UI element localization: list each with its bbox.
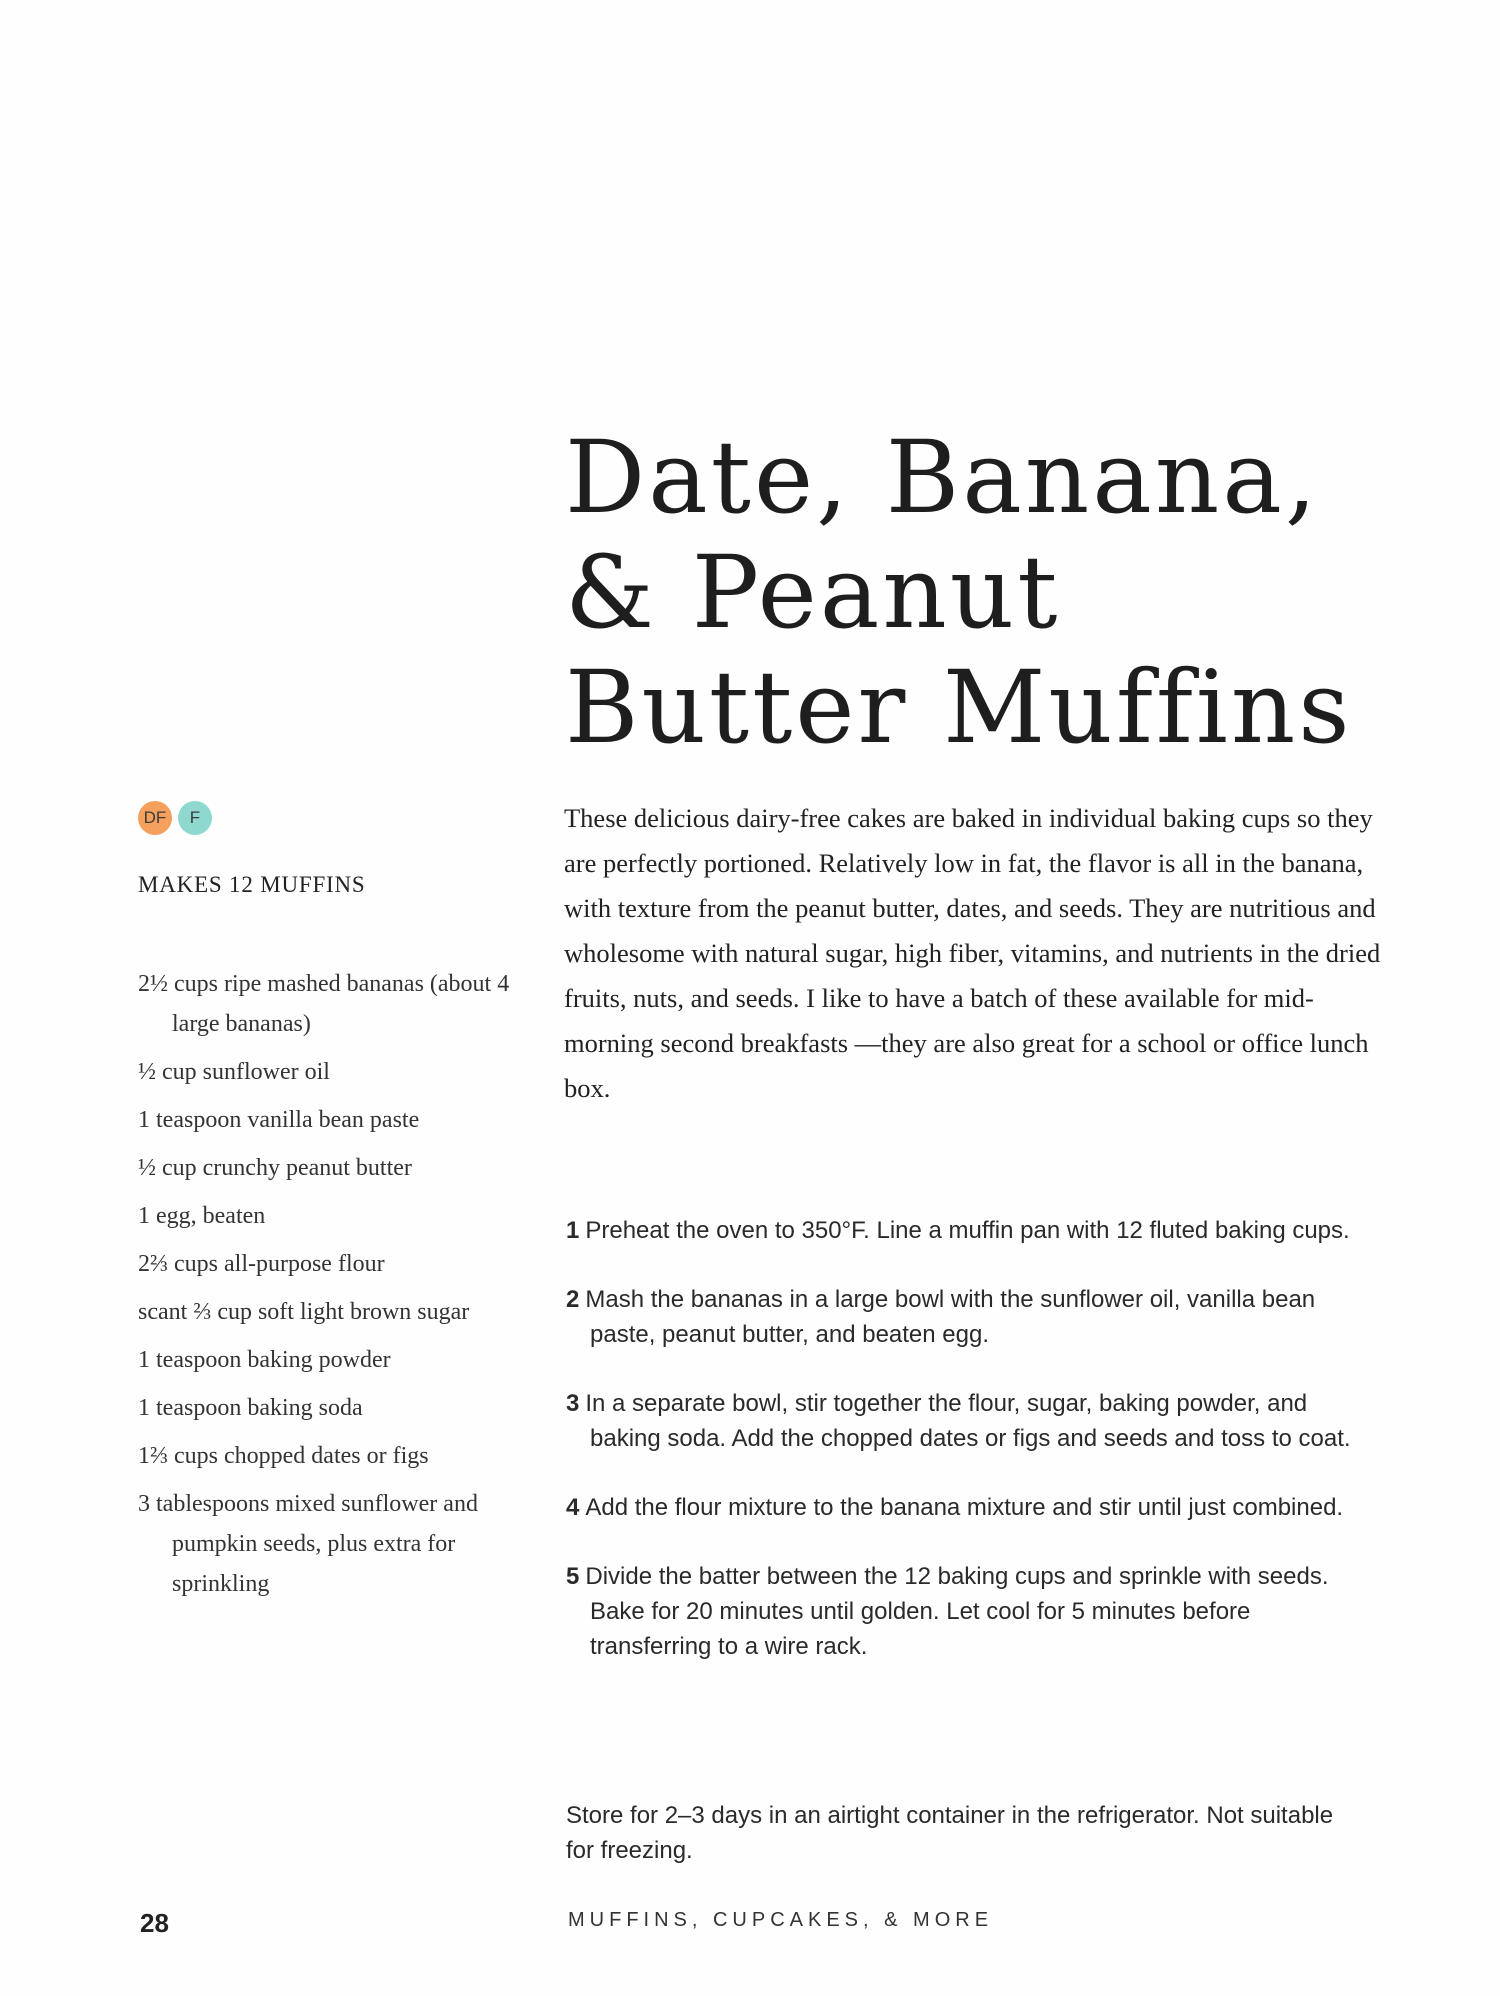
dairy-free-badge: DF: [138, 801, 172, 835]
method-step: [566, 1282, 1356, 1352]
section-title: MUFFINS, CUPCAKES, & MORE: [568, 1909, 994, 1931]
freezable-badge: F: [178, 801, 212, 835]
step-text: Preheat the oven to 350°F. Line a muffin pan with 12 fluted baking cups.: [585, 1217, 1350, 1244]
ingredient-item: ½ cup crunchy peanut butter: [138, 1155, 412, 1181]
ingredient-item: scant ⅔ cup soft light brown sugar: [138, 1299, 470, 1325]
ingredient-item: 3 tablespoons mixed sunflower and pumpkin seeds, plus extra for sprinkling: [138, 1491, 478, 1597]
method-step: [566, 1490, 1356, 1525]
ingredient-item: 1 teaspoon baking soda: [138, 1395, 363, 1421]
page-number: 28: [140, 1908, 169, 1938]
ingredient-item: 1⅔ cups chopped dates or figs: [138, 1443, 429, 1469]
step-number: 4: [566, 1494, 580, 1521]
step-number: 3: [566, 1390, 580, 1417]
ingredient-list: [138, 964, 538, 1612]
recipe-title: [565, 420, 1425, 765]
storage-note: Store for 2–3 days in an airtight container in the refrigerator. Not suitable for freezing.: [566, 1802, 1334, 1864]
recipe-intro: These delicious dairy-free cakes are baked in individual baking cups so they are perfectly portioned. Relatively low in fat, the flavor is all in the banana, with texture from the peanut butter, dates, and seeds. They are nutritious and wholesome with natural sugar, high fiber, vitamins, and nutrients in the dried fruits, nuts, and seeds. I like to have a batch of these available for mid-morning second breakfasts —they are also great for a school or office lunch box.: [564, 803, 1381, 1103]
method-step: [566, 1213, 1356, 1248]
ingredient-item: 2½ cups ripe mashed bananas (about 4 large bananas): [138, 971, 510, 1037]
step-text: Add the flour mixture to the banana mixture and stir until just combined.: [585, 1494, 1344, 1521]
ingredient-item: 1 teaspoon baking powder: [138, 1347, 391, 1373]
step-text: Divide the batter between the 12 baking cups and sprinkle with seeds. Bake for 20 minutes until golden. Let cool for 5 minutes before transferring to a wire rack.: [585, 1563, 1329, 1660]
method-step: [566, 1386, 1356, 1456]
ingredient-item: ½ cup sunflower oil: [138, 1059, 330, 1085]
ingredient-item: 1 teaspoon vanilla bean paste: [138, 1107, 420, 1133]
diet-badges: [138, 801, 212, 835]
step-number: 5: [566, 1563, 580, 1590]
ingredient-item: 2⅔ cups all-purpose flour: [138, 1251, 385, 1277]
title-line-2: & Peanut: [565, 534, 1061, 651]
step-number: 2: [566, 1286, 580, 1313]
step-text: Mash the bananas in a large bowl with the sunflower oil, vanilla bean paste, peanut butter, and beaten egg.: [585, 1286, 1316, 1348]
title-line-1: Date, Banana,: [565, 419, 1320, 536]
ingredient-item: 1 egg, beaten: [138, 1203, 266, 1229]
step-text: In a separate bowl, stir together the flour, sugar, baking powder, and baking soda. Add the chopped dates or figs and seeds and toss to coat.: [585, 1390, 1351, 1452]
title-line-3: Butter Muffins: [565, 649, 1353, 766]
method-steps: [566, 1213, 1356, 1698]
recipe-yield: MAKES 12 MUFFINS: [138, 872, 366, 897]
step-number: 1: [566, 1217, 580, 1244]
method-step: [566, 1559, 1356, 1664]
